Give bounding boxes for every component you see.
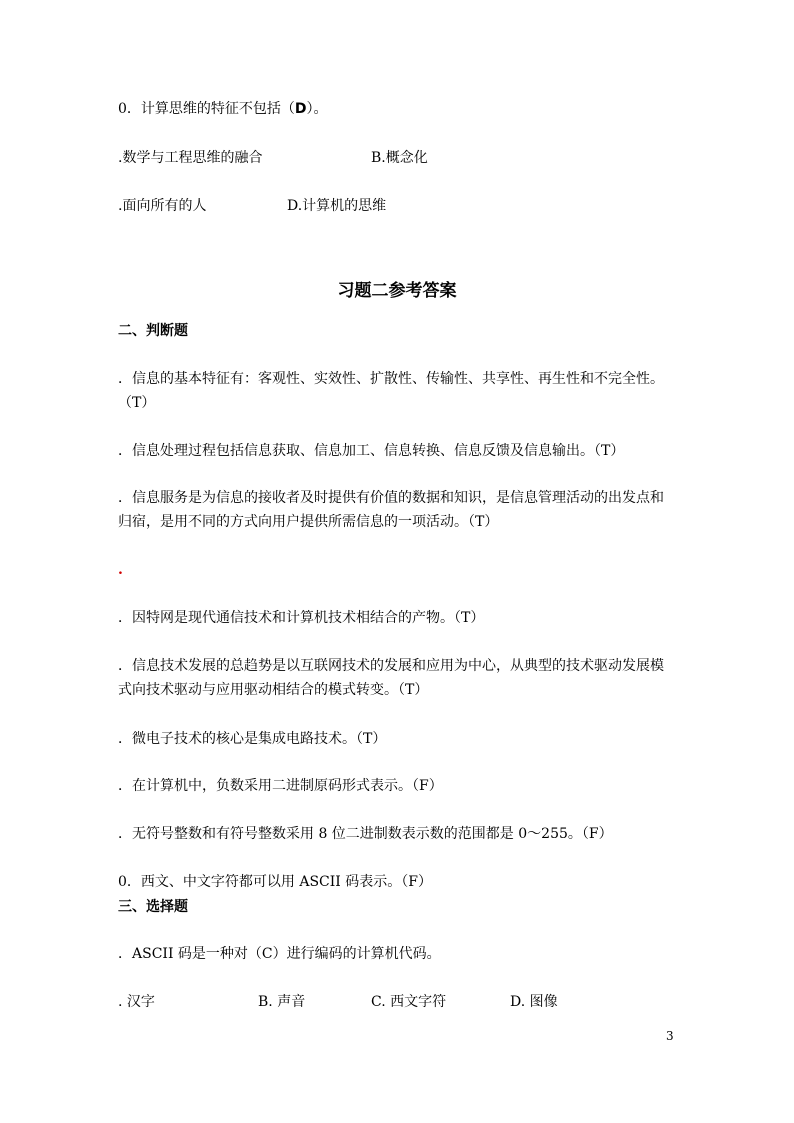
judge-item-5: ．因特网是现代通信技术和计算机技术相结合的产物。（T） xyxy=(118,610,485,626)
page-number: 3 xyxy=(666,1029,674,1043)
choice-1-option-a: . 汉字 xyxy=(118,994,155,1010)
question-10-option-c: .面向所有的人 xyxy=(118,198,207,214)
judge-item-10: 0．西文、中文字符都可以用 ASCII 码表示。（F） xyxy=(118,874,432,890)
section-heading-choice: 三、选择题 xyxy=(118,899,188,915)
question-10-number: 0 xyxy=(118,101,127,117)
judge-item-6-line2: 式向技术驱动与应用驱动相结合的模式转变。（T） xyxy=(118,682,429,698)
choice-1-option-b: B. 声音 xyxy=(258,994,306,1010)
question-10-stem-post: ）。 xyxy=(306,101,328,117)
judge-item-6-line1: ．信息技术发展的总趋势是以互联网技术的发展和应用为中心，从典型的技术驱动发展模 xyxy=(118,658,664,674)
question-10-option-a: .数学与工程思维的融合 xyxy=(118,150,263,166)
judge-item-1-line1: ．信息的基本特征有：客观性、实效性、扩散性、传输性、共享性、再生性和不完全性。 xyxy=(118,371,664,387)
section-title: 习题二参考答案 xyxy=(337,281,457,301)
question-10-answer: D xyxy=(294,101,307,117)
judge-item-1-line2: （T） xyxy=(118,395,156,411)
judge-item-7: ．微电子技术的核心是集成电路技术。（T） xyxy=(118,731,387,747)
judge-item-2: ．信息处理过程包括信息获取、信息加工、信息转换、信息反馈及信息输出。（T） xyxy=(118,443,625,459)
question-10-stem-pre: ．计算思维的特征不包括（ xyxy=(126,101,295,117)
question-10-option-d: D.计算机的思维 xyxy=(287,198,387,214)
judge-item-3-line1: ．信息服务是为信息的接收者及时提供有价值的数据和知识，是信息管理活动的出发点和 xyxy=(118,490,664,506)
judge-item-3-line2: 归宿，是用不同的方式向用户提供所需信息的一项活动。（T） xyxy=(118,514,499,530)
question-10-option-b: B.概念化 xyxy=(371,150,428,166)
judge-item-9: ．无符号整数和有符号整数采用 8 位二进制数表示数的范围都是 0～255。（F） xyxy=(118,826,613,842)
stray-mark: . xyxy=(118,562,123,578)
section-heading-judge: 二、判断题 xyxy=(118,323,188,339)
choice-1-stem: ．ASCII 码是一种对（C）进行编码的计算机代码。 xyxy=(118,946,441,962)
choice-1-option-c: C. 西文字符 xyxy=(371,994,447,1010)
choice-1-option-d: D. 图像 xyxy=(510,994,558,1010)
judge-item-8: ．在计算机中，负数采用二进制原码形式表示。（F） xyxy=(118,778,443,794)
question-10-stem xyxy=(118,100,328,118)
